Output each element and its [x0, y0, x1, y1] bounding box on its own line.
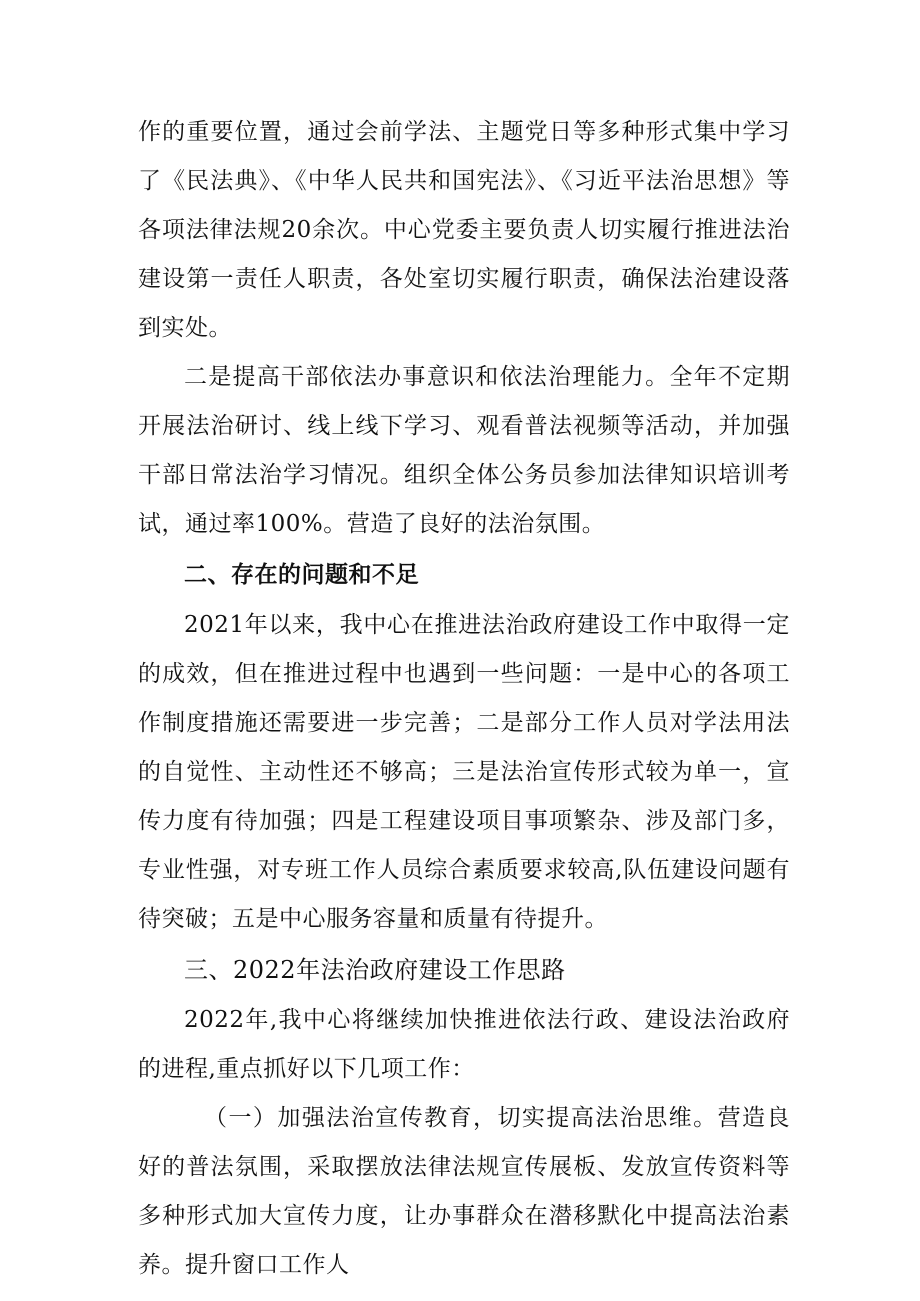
- section-heading-problems: 二、存在的问题和不足: [184, 562, 419, 588]
- paragraph-continuation: 作的重要位置，通过会前学法、主题党日等多种形式集中学习了《民法典》、《中华人民共和国宪法》、《习近平法治思想》等各项法律法规20余次。中心党委主要负责人切实履行推进法治建设第一责任人职责，各处室切实履行职责，确保法治建设落到实处。: [138, 119, 790, 341]
- paragraph-problems: 2021年以来，我中心在推进法治政府建设工作中取得一定的成效，但在推进过程中也遇到一些问题：一是中心的各项工作制度措施还需要进一步完善；二是部分工作人员对学法用法的自觉性、主动性还不够高；三是法治宣传形式较为单一，宣传力度有待加强；四是工程建设项目事项繁杂、涉及部门多，专业性强，对专班工作人员综合素质要求较高,队伍建设问题有待突破；五是中心服务容量和质量有待提升。: [138, 612, 790, 932]
- section-heading-2022-plan: 三、2022年法治政府建设工作思路: [184, 956, 566, 984]
- paragraph-cadre-law-awareness: 二是提高干部依法办事意识和依法治理能力。全年不定期开展法治研讨、线上线下学习、观看普法视频等活动，并加强干部日常法治学习情况。组织全体公务员参加法律知识培训考试，通过率100%。营造了良好的法治氛围。: [138, 364, 790, 537]
- paragraph-item-one: （一）加强法治宣传教育，切实提高法治思维。营造良好的普法氛围，采取摆放法律法规宣传展板、发放宣传资料等多种形式加大宣传力度，让办事群众在潜移默化中提高法治素养。提升窗口工作人: [138, 1105, 790, 1278]
- paragraph-2022-intro: 2022年,我中心将继续加快推进依法行政、建设法治政府的进程,重点抓好以下几项工作：: [138, 1007, 790, 1082]
- document-body: [138, 108, 790, 1290]
